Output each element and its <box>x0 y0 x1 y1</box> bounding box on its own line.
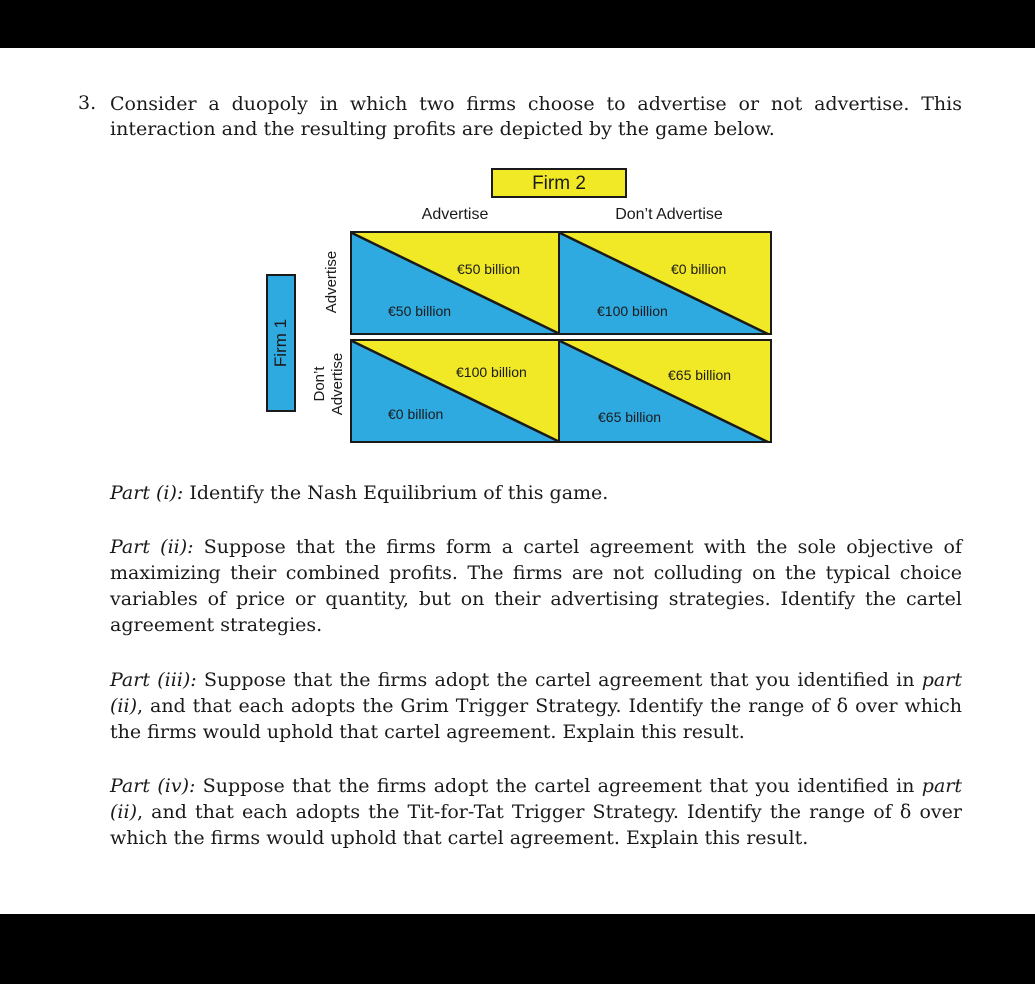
col-label-dont-advertise: Don’t Advertise <box>615 206 723 223</box>
row-label-dont-line1: Don’t <box>311 366 328 402</box>
part-ii-label: Part (ii): <box>110 536 194 558</box>
firm1-label-box <box>266 274 296 412</box>
firm2-payoff: €0 billion <box>671 261 727 277</box>
payoff-cell-advertise-advertise <box>350 231 564 335</box>
document-page <box>0 48 1035 914</box>
payoff-cell-dontadvertise-advertise <box>350 339 564 443</box>
part-iii-text-a: Suppose that the firms adopt the cartel agreement that you identified in <box>203 669 915 691</box>
part-iii-ref: part (ii) <box>110 669 962 717</box>
part-iv-text-a: Suppose that the firms adopt the cartel agreement that you identified in <box>202 775 915 797</box>
part-iv-label: Part (iv): <box>110 775 196 797</box>
part-iv <box>110 773 962 851</box>
part-iv-text-b: , and that each adopts the Tit-for-Tat Trigger Strategy. Identify the range of δ over which the firms would uphold that cartel agreement. Explain this result. <box>110 801 962 849</box>
part-ii <box>110 534 962 638</box>
firm2-payoff: €50 billion <box>457 261 521 277</box>
part-i <box>110 480 962 506</box>
firm1-label: Firm 1 <box>271 318 290 368</box>
payoff-cell-dontadvertise-dontadvertise <box>558 339 772 443</box>
part-iv-ref: part (ii) <box>110 775 962 823</box>
firm2-payoff: €100 billion <box>456 364 527 380</box>
row-label-dont-line2: Advertise <box>329 352 346 416</box>
question-number: 3. <box>78 92 97 114</box>
firm2-payoff: €65 billion <box>668 367 732 383</box>
part-i-text: Identify the Nash Equilibrium of this game. <box>189 482 609 504</box>
question-text: Consider a duopoly in which two firms choose to advertise or not advertise. This interaction and the resulting profits are depicted by the game below. <box>110 93 962 140</box>
firm1-payoff: €0 billion <box>388 406 444 422</box>
payoff-cell-advertise-dontadvertise <box>558 231 772 335</box>
part-iii-text-b: , and that each adopts the Grim Trigger Strategy. Identify the range of δ over which the firms would uphold that cartel agreement. Explain this result. <box>110 695 962 743</box>
part-iii-label: Part (iii): <box>110 669 197 691</box>
row-label-dont-advertise <box>311 353 347 416</box>
col-label-advertise: Advertise <box>421 206 489 223</box>
firm2-label: Firm 2 <box>491 168 627 198</box>
part-ii-text: Suppose that the firms form a cartel agreement with the sole objective of maximizing their combined profits. The firms are not colluding on the typical choice variables of price or quantity, but on their advertising strategies. Identify the cartel agreement strategies. <box>110 536 962 636</box>
firm1-payoff: €50 billion <box>388 303 452 319</box>
firm1-payoff: €100 billion <box>597 303 668 319</box>
part-iii <box>110 667 962 745</box>
row-label-advertise: Advertise <box>323 250 340 314</box>
part-i-label: Part (i): <box>110 482 184 504</box>
firm1-payoff: €65 billion <box>598 409 662 425</box>
